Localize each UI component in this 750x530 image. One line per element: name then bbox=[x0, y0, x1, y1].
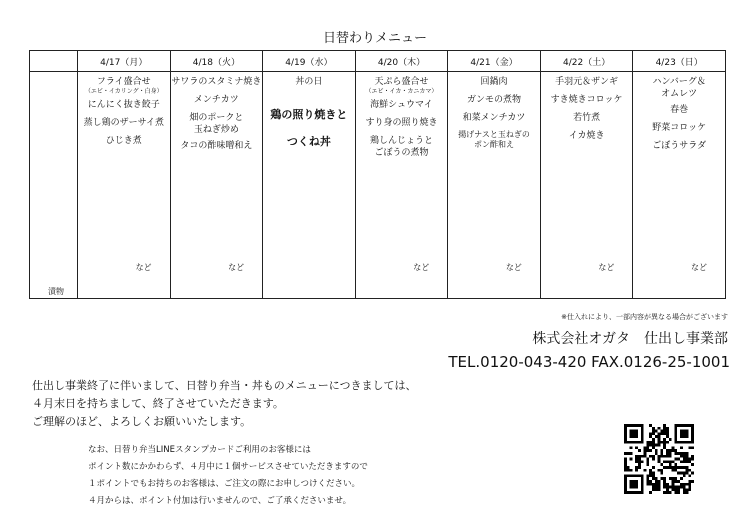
day-cell bbox=[448, 72, 541, 299]
menu-item: すき焼きコロッケ bbox=[550, 95, 623, 105]
etc-label: など bbox=[135, 263, 152, 272]
menu-item: 手羽元＆ザンギ bbox=[555, 77, 618, 87]
day-header: 4/20（木） bbox=[355, 51, 448, 72]
menu-item: ひじき煮 bbox=[105, 136, 142, 146]
day-header: 4/23（日） bbox=[633, 51, 726, 72]
company-name: 株式会社オガタ 仕出し事業部 bbox=[532, 331, 728, 347]
menu-item: ガンモの煮物 bbox=[467, 95, 522, 105]
etc-label: など bbox=[598, 263, 615, 272]
points-line: ４月からは、ポイント付加は行いませんので、ご了承くださいませ。 bbox=[88, 496, 352, 506]
day-header: 4/22（土） bbox=[540, 51, 633, 72]
menu-item: 丼の日 bbox=[295, 77, 323, 87]
contact-numbers: TEL.0120-043-420 FAX.0126-25-1001 bbox=[448, 353, 730, 371]
day-header: 4/19（水） bbox=[263, 51, 356, 72]
point-card-notice bbox=[88, 442, 368, 510]
menu-item: フライ盛合せ （エビ・イカリング・白身） bbox=[84, 77, 163, 95]
menu-table bbox=[29, 50, 726, 299]
day-cell bbox=[633, 72, 726, 299]
header-row bbox=[30, 51, 726, 72]
menu-item: 鶏しんじょうと ごぼうの煮物 bbox=[369, 136, 433, 158]
menu-item: メンチカツ bbox=[193, 95, 239, 105]
etc-label: など bbox=[505, 263, 522, 272]
etc-label: など bbox=[691, 263, 707, 272]
menu-item: 若竹煮 bbox=[573, 113, 601, 123]
menu-item: 畑のポークと 玉ねぎ炒め bbox=[189, 113, 244, 135]
menu-item: 和菜メンチカツ bbox=[462, 113, 526, 123]
supply-note: ※仕入れにより、一部内容が異なる場合がございます bbox=[561, 313, 728, 321]
pickles-label: 漬物 bbox=[48, 287, 64, 296]
notice-line: ４月末日を持ちまして、終了させていただきます。 bbox=[32, 397, 284, 410]
menu-item: 回鍋肉 bbox=[480, 77, 508, 87]
menu-item: 野菜コロッケ bbox=[652, 123, 707, 133]
day-cell bbox=[355, 72, 448, 299]
day-cell bbox=[78, 72, 171, 299]
etc-label: など bbox=[228, 263, 245, 272]
menu-item: ごぼうサラダ bbox=[652, 141, 707, 151]
day-header: 4/21（金） bbox=[448, 51, 541, 72]
menu-item: ハンバーグ＆ オムレツ bbox=[652, 77, 706, 99]
menu-item-featured: 鶏の照り焼きと bbox=[270, 108, 348, 121]
menu-item: 海鮮シュウマイ bbox=[370, 100, 433, 110]
points-line: ポイント数にかかわらず、４月中に１個サービスさせていただきますので bbox=[88, 462, 368, 472]
day-cell bbox=[540, 72, 633, 299]
etc-label: など bbox=[413, 263, 430, 272]
day-cell bbox=[263, 72, 356, 299]
day-cell bbox=[170, 72, 263, 299]
service-end-notice bbox=[32, 377, 417, 431]
notice-line: 仕出し事業終了に伴いまして、日替り弁当・丼ものメニューにつきましては、 bbox=[32, 379, 417, 392]
menu-item: イカ焼き bbox=[568, 131, 605, 141]
menu-row bbox=[30, 72, 726, 299]
menu-item: 揚げナスと玉ねぎの ポン酢和え bbox=[458, 130, 530, 149]
menu-item: すり身の照り焼き bbox=[365, 118, 438, 128]
menu-item: サワラのスタミナ焼き bbox=[171, 77, 262, 87]
points-line: １ポイントでもお持ちのお客様は、ご注文の際にお申しつけください。 bbox=[88, 479, 361, 489]
corner-cell bbox=[30, 51, 78, 72]
menu-item: 蒸し鶏のザーサイ煮 bbox=[83, 118, 164, 128]
day-header: 4/18（火） bbox=[170, 51, 263, 72]
menu-item-featured: つくね丼 bbox=[286, 135, 331, 148]
qr-code-icon[interactable] bbox=[624, 424, 694, 494]
points-line: なお、日替り弁当LINEスタンプカードご利用のお客様には bbox=[88, 445, 311, 455]
menu-item: 天ぷら盛合せ （エビ・イカ・カニカマ） bbox=[365, 77, 438, 95]
menu-item: タコの酢味噌和え bbox=[180, 141, 253, 151]
menu-item: にんにく抜き餃子 bbox=[87, 100, 160, 110]
notice-line: ご理解のほど、よろしくお願いいたします。 bbox=[32, 415, 252, 428]
label-cell bbox=[30, 72, 78, 299]
menu-item: 春巻 bbox=[670, 105, 689, 115]
day-header: 4/17（月） bbox=[78, 51, 171, 72]
page-title: 日替わりメニュー bbox=[322, 31, 427, 46]
